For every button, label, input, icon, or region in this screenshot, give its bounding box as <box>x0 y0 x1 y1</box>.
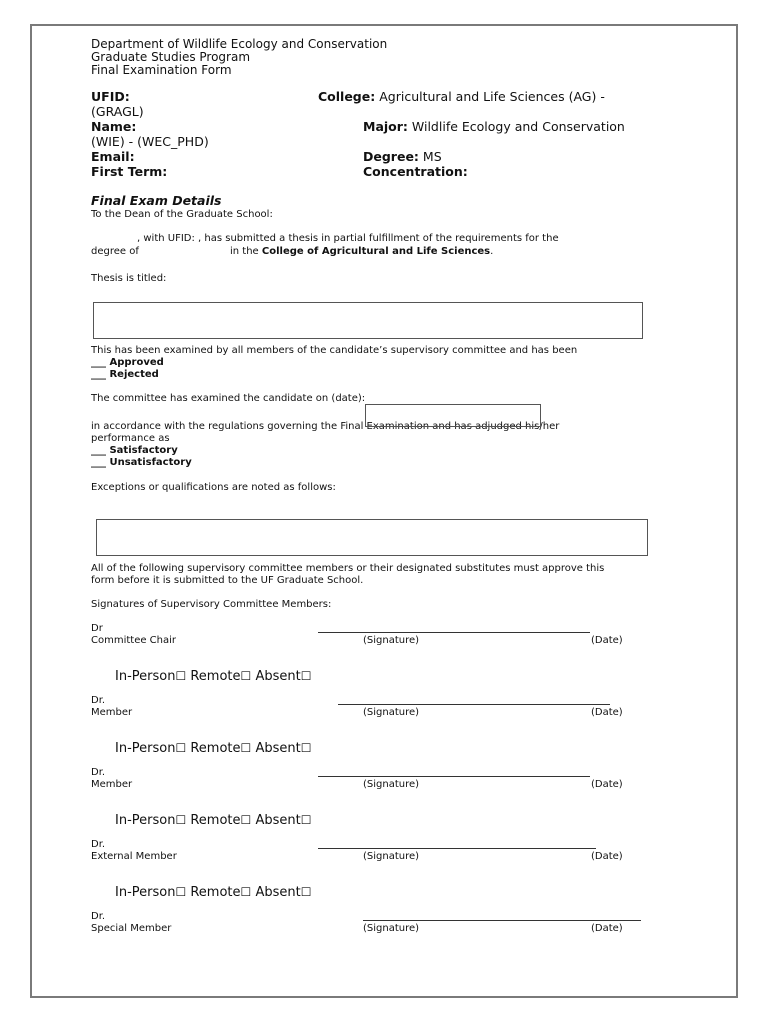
signature-line[interactable] <box>338 704 610 705</box>
form-page <box>30 24 738 998</box>
signature-line[interactable] <box>318 848 596 849</box>
member-role: Committee Chair <box>91 635 177 646</box>
member-title: Dr. <box>91 767 106 778</box>
signature-caption: (Signature) <box>363 851 420 862</box>
college-cont: (GRAGL) <box>91 104 144 119</box>
statement-in-the: in the <box>230 246 259 257</box>
ufid-label: UFID: <box>91 89 130 104</box>
remote-checkbox[interactable]: ☐ <box>240 885 252 899</box>
name-label: Name: <box>91 119 137 134</box>
member-title: Dr. <box>91 839 106 850</box>
committee-examined-text: The committee has examined the candidate on (date): <box>91 393 366 404</box>
member-title: Dr. <box>91 695 106 706</box>
signature-caption: (Signature) <box>363 707 420 718</box>
in-person-checkbox[interactable]: ☐ <box>175 885 187 899</box>
attendance-row <box>115 669 311 684</box>
rejected-option[interactable]: ___ Rejected <box>91 369 159 380</box>
signature-caption: (Signature) <box>363 923 420 934</box>
unsatisfactory-option[interactable]: ___ Unsatisfactory <box>91 457 192 468</box>
statement-college: College of Agricultural and Life Sciences <box>261 246 491 257</box>
date-caption: (Date) <box>591 923 623 934</box>
first-term-label: First Term: <box>91 164 168 179</box>
in-person-label: In-Person <box>115 669 176 684</box>
member-role: Special Member <box>91 923 172 934</box>
absent-checkbox[interactable]: ☐ <box>300 885 312 899</box>
absent-label: Absent <box>255 813 301 828</box>
absent-label: Absent <box>255 885 301 900</box>
in-person-label: In-Person <box>115 741 176 756</box>
college-field <box>318 89 605 104</box>
thesis-titled-label: Thesis is titled: <box>91 273 167 284</box>
signature-caption: (Signature) <box>363 635 420 646</box>
absent-checkbox[interactable]: ☐ <box>300 669 312 683</box>
in-person-label: In-Person <box>115 813 176 828</box>
in-person-label: In-Person <box>115 885 176 900</box>
accordance-text-2: performance as <box>91 433 170 444</box>
department-title: Department of Wildlife Ecology and Conservation <box>91 37 388 51</box>
remote-label: Remote <box>190 885 241 900</box>
thesis-title-field[interactable] <box>93 302 643 339</box>
email-label: Email: <box>91 149 135 164</box>
in-person-checkbox[interactable]: ☐ <box>175 669 187 683</box>
signature-caption: (Signature) <box>363 779 420 790</box>
statement-period: . <box>490 246 494 257</box>
major-cont: (WIE) - (WEC_PHD) <box>91 134 209 149</box>
absent-label: Absent <box>255 741 301 756</box>
approve-note-2: form before it is submitted to the UF Graduate School. <box>91 575 364 586</box>
in-person-checkbox[interactable]: ☐ <box>175 741 187 755</box>
college-value: Agricultural and Life Sciences (AG) - <box>379 89 605 104</box>
member-title: Dr. <box>91 911 106 922</box>
statement-college-line <box>230 246 493 258</box>
exceptions-text: Exceptions or qualifications are noted as follows: <box>91 482 336 493</box>
signature-line[interactable] <box>318 776 590 777</box>
attendance-row <box>115 813 311 828</box>
statement-degree: degree of <box>91 246 139 257</box>
major-label: Major: <box>363 119 408 134</box>
signatures-heading: Signatures of Supervisory Committee Members: <box>91 599 332 610</box>
details-heading: Final Exam Details <box>91 193 222 208</box>
date-caption: (Date) <box>591 851 623 862</box>
form-title: Final Examination Form <box>91 63 232 77</box>
accordance-text-1: in accordance with the regulations governing the Final Examination and has adjudged his/her <box>91 421 560 432</box>
signature-line[interactable] <box>318 632 590 633</box>
member-role: Member <box>91 707 133 718</box>
date-caption: (Date) <box>591 707 623 718</box>
degree-value: MS <box>422 149 442 164</box>
approve-note-1: All of the following supervisory committee members or their designated substitutes must approve this <box>91 563 605 574</box>
major-value: Wildlife Ecology and Conservation <box>411 119 625 134</box>
date-caption: (Date) <box>591 779 623 790</box>
examined-text: This has been examined by all members of the candidate’s supervisory committee and has been <box>91 345 578 356</box>
major-field <box>363 119 625 134</box>
statement-line-1: , with UFID: , has submitted a thesis in partial fulfillment of the requirements for the <box>137 233 559 244</box>
degree-label: Degree: <box>363 149 419 164</box>
remote-label: Remote <box>190 669 241 684</box>
member-title: Dr <box>91 623 103 634</box>
absent-checkbox[interactable]: ☐ <box>300 741 312 755</box>
attendance-row <box>115 885 311 900</box>
member-role: External Member <box>91 851 177 862</box>
absent-checkbox[interactable]: ☐ <box>300 813 312 827</box>
satisfactory-option[interactable]: ___ Satisfactory <box>91 445 178 456</box>
remote-checkbox[interactable]: ☐ <box>240 741 252 755</box>
exam-date-field[interactable] <box>365 404 541 427</box>
exceptions-field[interactable] <box>96 519 648 556</box>
absent-label: Absent <box>255 669 301 684</box>
remote-checkbox[interactable]: ☐ <box>240 813 252 827</box>
remote-label: Remote <box>190 813 241 828</box>
concentration-label: Concentration: <box>363 164 468 179</box>
college-label: College: <box>318 89 376 104</box>
remote-checkbox[interactable]: ☐ <box>240 669 252 683</box>
in-person-checkbox[interactable]: ☐ <box>175 813 187 827</box>
degree-field <box>363 149 442 164</box>
signature-line[interactable] <box>363 920 641 921</box>
approved-option[interactable]: ___ Approved <box>91 357 164 368</box>
member-role: Member <box>91 779 133 790</box>
attendance-row <box>115 741 311 756</box>
remote-label: Remote <box>190 741 241 756</box>
to-dean-text: To the Dean of the Graduate School: <box>91 209 273 220</box>
date-caption: (Date) <box>591 635 623 646</box>
program-title: Graduate Studies Program <box>91 50 251 64</box>
